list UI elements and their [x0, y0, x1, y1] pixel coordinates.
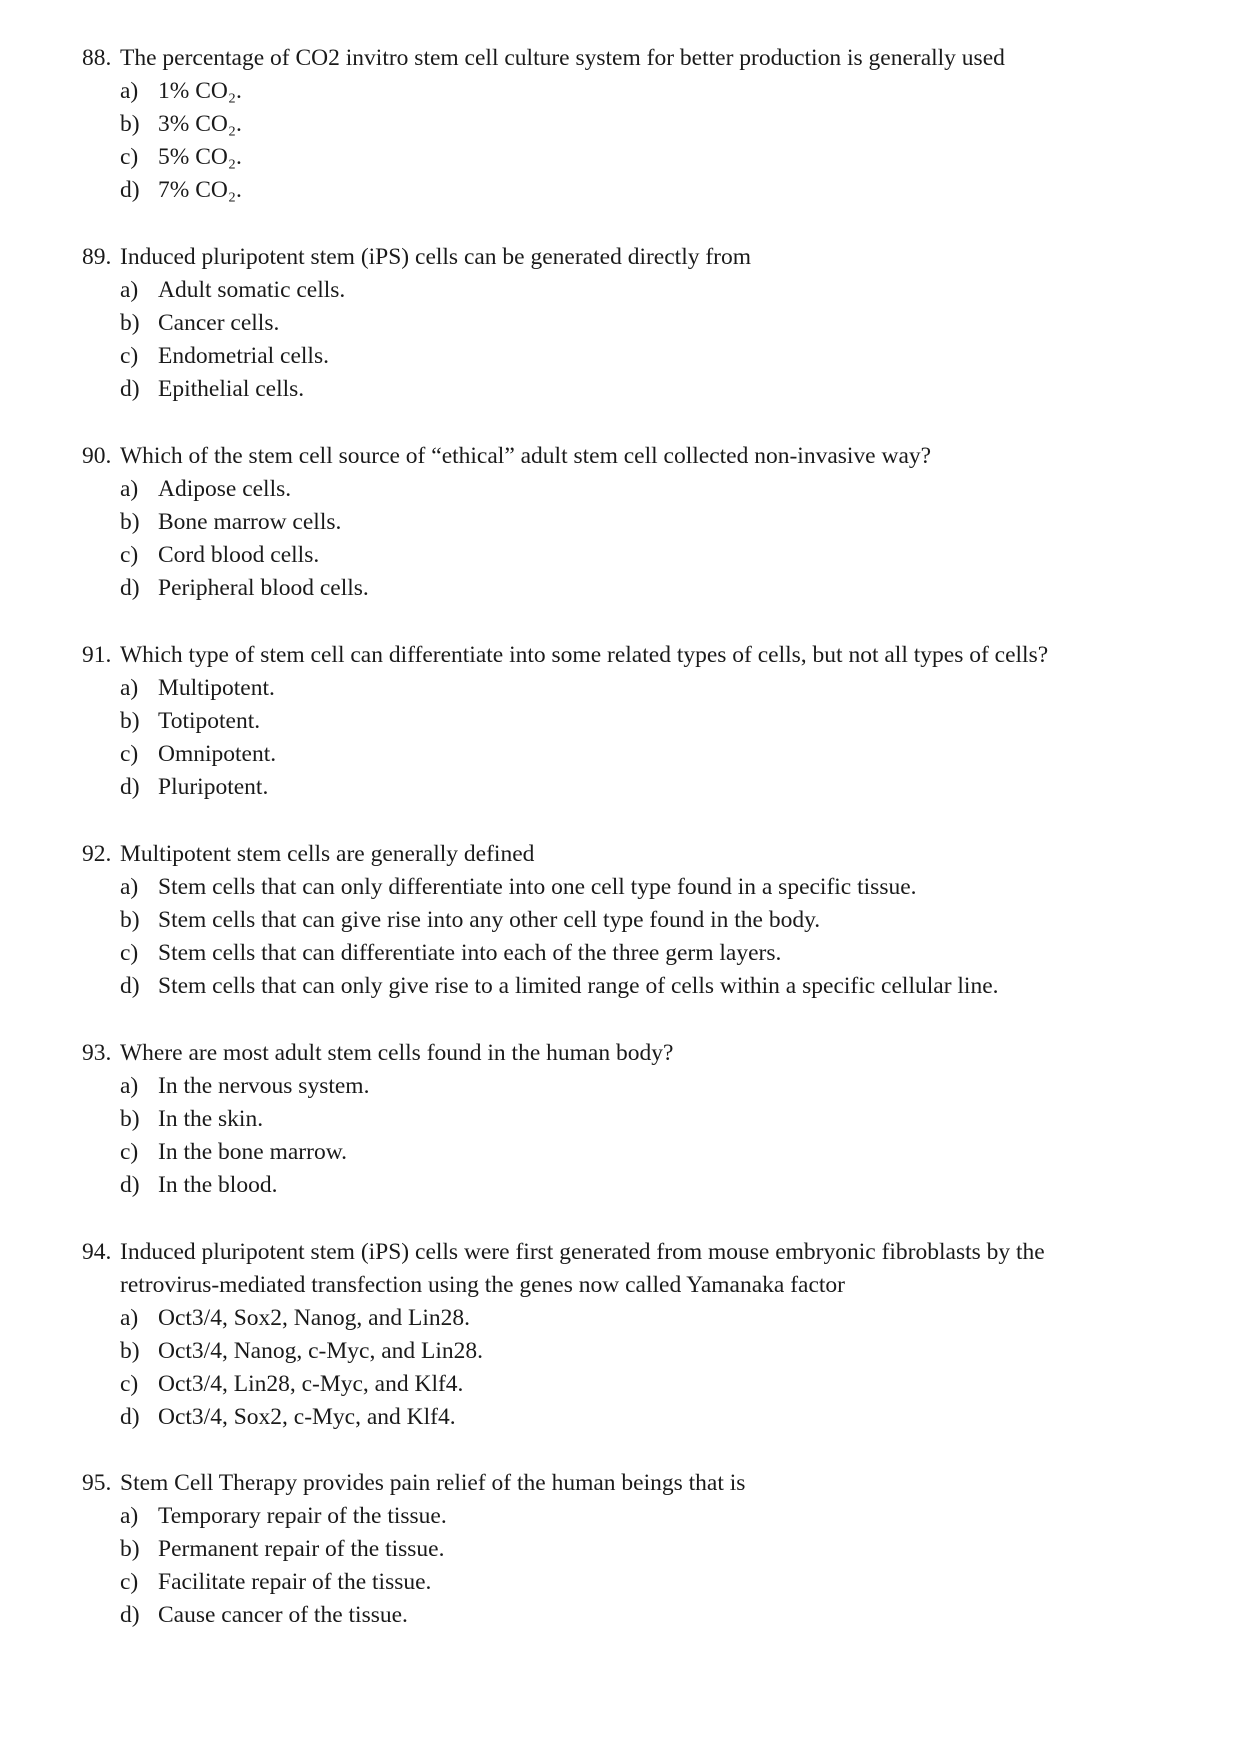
- option-a: [120, 274, 1162, 307]
- question-stem: [82, 1467, 1162, 1500]
- option-letter: a): [120, 1073, 139, 1099]
- option-text: Adult somatic cells.: [158, 277, 346, 303]
- option-text: 1% CO₂.: [158, 78, 242, 104]
- option-text: Oct3/4, Sox2, c-Myc, and Klf4.: [158, 1404, 456, 1430]
- option-c: [120, 1566, 1162, 1599]
- option-letter: c): [120, 144, 139, 170]
- option-b: [120, 506, 1162, 539]
- option-letter: b): [120, 509, 140, 535]
- option-d: [120, 572, 1162, 605]
- question-number: 95.: [82, 1470, 112, 1496]
- question-stem: [82, 241, 1162, 274]
- option-b: [120, 904, 1162, 937]
- option-letter: b): [120, 1536, 140, 1562]
- option-text: Cord blood cells.: [158, 542, 320, 568]
- question-stem: [82, 42, 1162, 75]
- option-b: [120, 705, 1162, 738]
- option-text: Stem cells that can differentiate into each of the three germ layers.: [158, 940, 782, 966]
- option-text: In the nervous system.: [158, 1073, 370, 1099]
- option-letter: c): [120, 542, 139, 568]
- option-c: [120, 1368, 1162, 1401]
- question-88: [82, 42, 1162, 207]
- question-text-continuation: retrovirus-mediated transfection using the genes now called Yamanaka factor: [120, 1272, 845, 1298]
- option-letter: c): [120, 1569, 139, 1595]
- question-stem: [82, 639, 1162, 672]
- option-a: [120, 473, 1162, 506]
- question-94: [82, 1236, 1162, 1434]
- option-a: [120, 1302, 1162, 1335]
- option-text: Bone marrow cells.: [158, 509, 342, 535]
- option-letter: b): [120, 1106, 140, 1132]
- option-text: Totipotent.: [158, 708, 261, 734]
- question-stem: [82, 440, 1162, 473]
- option-text: Oct3/4, Lin28, c-Myc, and Klf4.: [158, 1371, 464, 1397]
- option-letter: d): [120, 575, 140, 601]
- option-letter: d): [120, 1404, 140, 1430]
- option-letter: b): [120, 708, 140, 734]
- option-letter: a): [120, 1503, 139, 1529]
- option-letter: d): [120, 1172, 140, 1198]
- option-a: [120, 672, 1162, 705]
- option-a: [120, 871, 1162, 904]
- option-c: [120, 738, 1162, 771]
- question-text: Multipotent stem cells are generally defined: [120, 841, 535, 867]
- question-text: Which type of stem cell can differentiate into some related types of cells, but not all types of cells?: [120, 642, 1049, 668]
- option-letter: a): [120, 476, 139, 502]
- option-text: Stem cells that can only give rise to a limited range of cells within a specific cellular line.: [158, 973, 999, 999]
- option-c: [120, 141, 1162, 174]
- question-number: 94.: [82, 1239, 112, 1265]
- option-d: [120, 174, 1162, 207]
- option-list: [82, 75, 1162, 207]
- option-text: 3% CO₂.: [158, 111, 242, 137]
- option-letter: d): [120, 1602, 140, 1628]
- option-text: Multipotent.: [158, 675, 275, 701]
- option-b: [120, 1103, 1162, 1136]
- question-stem: [82, 1236, 1162, 1269]
- option-b: [120, 1335, 1162, 1368]
- option-letter: c): [120, 1139, 139, 1165]
- question-number: 93.: [82, 1040, 112, 1066]
- option-letter: a): [120, 277, 139, 303]
- option-c: [120, 937, 1162, 970]
- option-letter: d): [120, 177, 140, 203]
- option-letter: a): [120, 874, 139, 900]
- option-a: [120, 1500, 1162, 1533]
- question-92: [82, 838, 1162, 1003]
- option-letter: d): [120, 973, 140, 999]
- option-text: In the skin.: [158, 1106, 264, 1132]
- option-d: [120, 1169, 1162, 1202]
- option-letter: a): [120, 1305, 139, 1331]
- option-letter: b): [120, 907, 140, 933]
- option-letter: c): [120, 741, 139, 767]
- question-text: The percentage of CO2 invitro stem cell culture system for better production is generally used: [120, 45, 1005, 71]
- option-text: Temporary repair of the tissue.: [158, 1503, 447, 1529]
- option-d: [120, 373, 1162, 406]
- option-letter: b): [120, 310, 140, 336]
- question-number: 92.: [82, 841, 112, 867]
- option-letter: d): [120, 774, 140, 800]
- option-text: In the bone marrow.: [158, 1139, 348, 1165]
- option-letter: c): [120, 1371, 139, 1397]
- option-text: Permanent repair of the tissue.: [158, 1536, 445, 1562]
- option-list: [82, 473, 1162, 605]
- option-letter: a): [120, 675, 139, 701]
- question-number: 91.: [82, 642, 112, 668]
- option-text: Omnipotent.: [158, 741, 277, 767]
- option-c: [120, 340, 1162, 373]
- option-c: [120, 1136, 1162, 1169]
- question-text: Where are most adult stem cells found in the human body?: [120, 1040, 674, 1066]
- option-d: [120, 1599, 1162, 1632]
- option-letter: d): [120, 376, 140, 402]
- option-letter: a): [120, 78, 139, 104]
- option-letter: b): [120, 111, 140, 137]
- question-90: [82, 440, 1162, 605]
- option-b: [120, 307, 1162, 340]
- option-list: [82, 871, 1162, 1003]
- option-text: Oct3/4, Nanog, c-Myc, and Lin28.: [158, 1338, 484, 1364]
- option-letter: c): [120, 940, 139, 966]
- question-text: Stem Cell Therapy provides pain relief of the human beings that is: [120, 1470, 746, 1496]
- option-text: Epithelial cells.: [158, 376, 305, 402]
- option-d: [120, 970, 1162, 1003]
- question-text: Induced pluripotent stem (iPS) cells were first generated from mouse embryonic fibroblasts by the: [120, 1239, 1045, 1265]
- question-91: [82, 639, 1162, 804]
- option-list: [82, 1302, 1162, 1434]
- option-list: [82, 1070, 1162, 1202]
- question-93: [82, 1037, 1162, 1202]
- option-letter: b): [120, 1338, 140, 1364]
- option-text: Oct3/4, Sox2, Nanog, and Lin28.: [158, 1305, 470, 1331]
- option-text: Facilitate repair of the tissue.: [158, 1569, 432, 1595]
- option-list: [82, 274, 1162, 406]
- option-list: [82, 1500, 1162, 1632]
- option-text: Peripheral blood cells.: [158, 575, 369, 601]
- option-text: 5% CO₂.: [158, 144, 242, 170]
- option-text: Stem cells that can give rise into any other cell type found in the body.: [158, 907, 821, 933]
- option-list: [82, 672, 1162, 804]
- question-number: 89.: [82, 244, 112, 270]
- question-stem: [82, 838, 1162, 871]
- question-text: Which of the stem cell source of “ethical” adult stem cell collected non-invasive way?: [120, 443, 932, 469]
- question-text: Induced pluripotent stem (iPS) cells can be generated directly from: [120, 244, 752, 270]
- question-stem: [82, 1037, 1162, 1070]
- option-c: [120, 539, 1162, 572]
- option-text: Cause cancer of the tissue.: [158, 1602, 408, 1628]
- option-text: Cancer cells.: [158, 310, 280, 336]
- option-a: [120, 1070, 1162, 1103]
- option-d: [120, 771, 1162, 804]
- option-text: Stem cells that can only differentiate into one cell type found in a specific tissue.: [158, 874, 917, 900]
- option-text: In the blood.: [158, 1172, 278, 1198]
- question-number: 88.: [82, 45, 112, 71]
- option-text: Pluripotent.: [158, 774, 269, 800]
- option-d: [120, 1401, 1162, 1434]
- option-b: [120, 1533, 1162, 1566]
- option-text: Endometrial cells.: [158, 343, 329, 369]
- option-text: 7% CO₂.: [158, 177, 242, 203]
- question-number: 90.: [82, 443, 112, 469]
- option-letter: c): [120, 343, 139, 369]
- question-89: [82, 241, 1162, 406]
- option-text: Adipose cells.: [158, 476, 292, 502]
- question-95: [82, 1467, 1162, 1632]
- option-a: [120, 75, 1162, 108]
- option-b: [120, 108, 1162, 141]
